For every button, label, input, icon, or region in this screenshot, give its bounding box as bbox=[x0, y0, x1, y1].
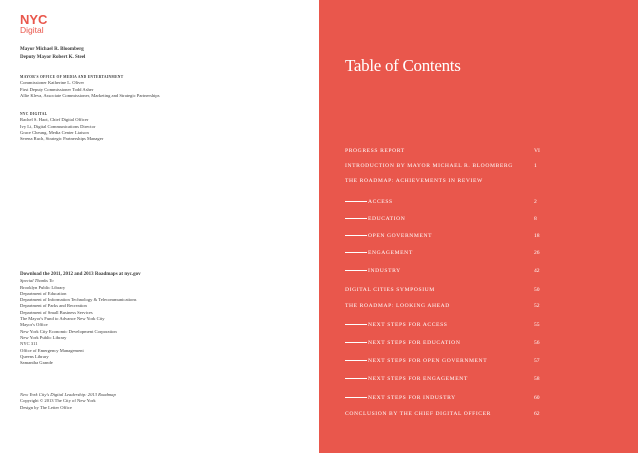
toc-item[interactable] bbox=[345, 178, 545, 188]
toc-item[interactable] bbox=[345, 287, 545, 297]
toc-item-page: 62 bbox=[534, 411, 540, 417]
toc-item[interactable] bbox=[345, 233, 545, 243]
toc-indent-rule bbox=[345, 360, 367, 361]
thanks-item: Office of Emergency Management bbox=[20, 347, 84, 353]
toc-item[interactable] bbox=[345, 358, 545, 368]
nyc-digital-logo bbox=[20, 14, 58, 35]
thanks-item: Department of Small Business Services bbox=[20, 309, 93, 315]
thanks-item: New York Public Library bbox=[20, 334, 67, 340]
toc-item-page: 56 bbox=[534, 340, 540, 346]
thanks-heading: Special Thanks To bbox=[20, 278, 54, 284]
toc-item-label: PROGRESS REPORT bbox=[345, 148, 405, 154]
office-person: Commissioner Katherine L. Oliver bbox=[20, 80, 85, 86]
thanks-item: Samantha Grande bbox=[20, 360, 53, 366]
toc-item-page: 60 bbox=[534, 395, 540, 401]
toc-item-label: EDUCATION bbox=[368, 216, 406, 222]
toc-item-page: 1 bbox=[534, 163, 537, 169]
toc-indent-rule bbox=[345, 201, 367, 202]
toc-indent-rule bbox=[345, 342, 367, 343]
toc-item-label: OPEN GOVERNMENT bbox=[368, 233, 433, 239]
toc-item-label: NEXT STEPS FOR ENGAGEMENT bbox=[368, 376, 468, 382]
thanks-item: Queens Library bbox=[20, 353, 49, 359]
thanks-item: The Mayor's Fund to Advance New York City bbox=[20, 316, 105, 322]
toc-indent-rule bbox=[345, 270, 367, 271]
toc-item-page: 26 bbox=[534, 250, 540, 256]
toc-item[interactable] bbox=[345, 411, 545, 421]
toc-item-label: INDUSTRY bbox=[368, 268, 401, 274]
toc-indent-rule bbox=[345, 235, 367, 236]
toc-item-page: 52 bbox=[534, 303, 540, 309]
toc-item[interactable] bbox=[345, 395, 545, 405]
toc-item[interactable] bbox=[345, 216, 545, 226]
office-heading: MAYOR'S OFFICE OF MEDIA AND ENTERTAINMENT bbox=[20, 75, 124, 79]
logo-nyc-text: NYC bbox=[20, 12, 48, 27]
toc-item-label: NEXT STEPS FOR INDUSTRY bbox=[368, 395, 456, 401]
office-block bbox=[20, 74, 160, 99]
toc-indent-rule bbox=[345, 378, 367, 379]
deputy-mayor-name: Deputy Mayor Robert K. Steel bbox=[20, 55, 86, 61]
toc-indent-rule bbox=[345, 252, 367, 253]
toc-item[interactable] bbox=[345, 340, 545, 350]
toc-item-page: 58 bbox=[534, 376, 540, 382]
toc-indent-rule bbox=[345, 397, 367, 398]
toc-title: Table of Contents bbox=[345, 56, 461, 75]
digital-person: Serena Ruch, Strategic Partnerships Manager bbox=[20, 136, 104, 142]
toc-item-label: DIGITAL CITIES SYMPOSIUM bbox=[345, 287, 435, 293]
toc-indent-rule bbox=[345, 324, 367, 325]
toc-item-label: NEXT STEPS FOR EDUCATION bbox=[368, 340, 461, 346]
digital-person: Rachel S. Haot, Chief Digital Officer bbox=[20, 117, 89, 123]
toc-item[interactable] bbox=[345, 163, 545, 173]
toc-item-label: INTRODUCTION BY MAYOR MICHAEL R. BLOOMBERG bbox=[345, 163, 513, 169]
digital-heading: NYC DIGITAL bbox=[20, 112, 48, 116]
toc-item-page: VI bbox=[534, 148, 540, 154]
thanks-item: Department of Education bbox=[20, 290, 67, 296]
toc-item-label: NEXT STEPS FOR ACCESS bbox=[368, 322, 448, 328]
toc-item-page: 2 bbox=[534, 199, 537, 205]
thanks-item: NYC 311 bbox=[20, 341, 38, 347]
toc-item-label: CONCLUSION BY THE CHIEF DIGITAL OFFICER bbox=[345, 411, 491, 417]
digital-person: Ivy Li, Digital Communications Director bbox=[20, 123, 96, 129]
toc-item-page: 57 bbox=[534, 358, 540, 364]
office-person: First Deputy Commissioner Todd Asher bbox=[20, 86, 94, 92]
toc-item-label: THE ROADMAP: ACHIEVEMENTS IN REVIEW bbox=[345, 178, 483, 184]
logo-digital-text: Digital bbox=[20, 25, 44, 35]
digital-team-block bbox=[20, 111, 103, 142]
mayor-name: Mayor Michael R. Bloomberg bbox=[20, 47, 84, 52]
toc-item-page: 18 bbox=[534, 233, 540, 239]
colophon-copyright: Copyright © 2013 The City of New York bbox=[20, 398, 96, 404]
thanks-item: New York City Economic Development Corporation bbox=[20, 328, 117, 334]
toc-item[interactable] bbox=[345, 148, 545, 158]
leadership-block bbox=[20, 47, 85, 62]
toc-item-page: 42 bbox=[534, 268, 540, 274]
toc-indent-rule bbox=[345, 218, 367, 219]
colophon-block bbox=[20, 392, 116, 411]
toc-item-page: 55 bbox=[534, 322, 540, 328]
colophon-title: New York City's Digital Leadership: 2013 Roadmap bbox=[20, 392, 116, 397]
toc-item-label: ACCESS bbox=[368, 199, 393, 205]
toc-item-label: THE ROADMAP: LOOKING AHEAD bbox=[345, 303, 450, 309]
thanks-item: Mayor's Office bbox=[20, 322, 48, 328]
toc-item-label: NEXT STEPS FOR OPEN GOVERNMENT bbox=[368, 358, 488, 364]
toc-item-page: 8 bbox=[534, 216, 537, 222]
colophon-design: Design by The Letter Office bbox=[20, 404, 72, 410]
toc-item-label: ENGAGEMENT bbox=[368, 250, 413, 256]
thanks-item: Brooklyn Public Library bbox=[20, 284, 66, 290]
thanks-block bbox=[20, 272, 141, 366]
toc-item[interactable] bbox=[345, 322, 545, 332]
toc-item[interactable] bbox=[345, 268, 545, 278]
toc-item[interactable] bbox=[345, 199, 545, 209]
thanks-item: Department of Parks and Recreation bbox=[20, 303, 87, 309]
digital-person: Grace Cheung, Media Center Liaison bbox=[20, 129, 89, 135]
toc-item-page: 50 bbox=[534, 287, 540, 293]
toc-item[interactable] bbox=[345, 250, 545, 260]
download-note: Download the 2011, 2012 and 2013 Roadmaps at nyc.gov bbox=[20, 272, 141, 277]
toc-item[interactable] bbox=[345, 303, 545, 313]
toc-item[interactable] bbox=[345, 376, 545, 386]
thanks-item: Department of Information Technology & Telecommunications bbox=[20, 297, 137, 303]
office-person: Allie Kleva, Associate Commissioner, Marketing and Strategic Partnerships bbox=[20, 92, 160, 98]
